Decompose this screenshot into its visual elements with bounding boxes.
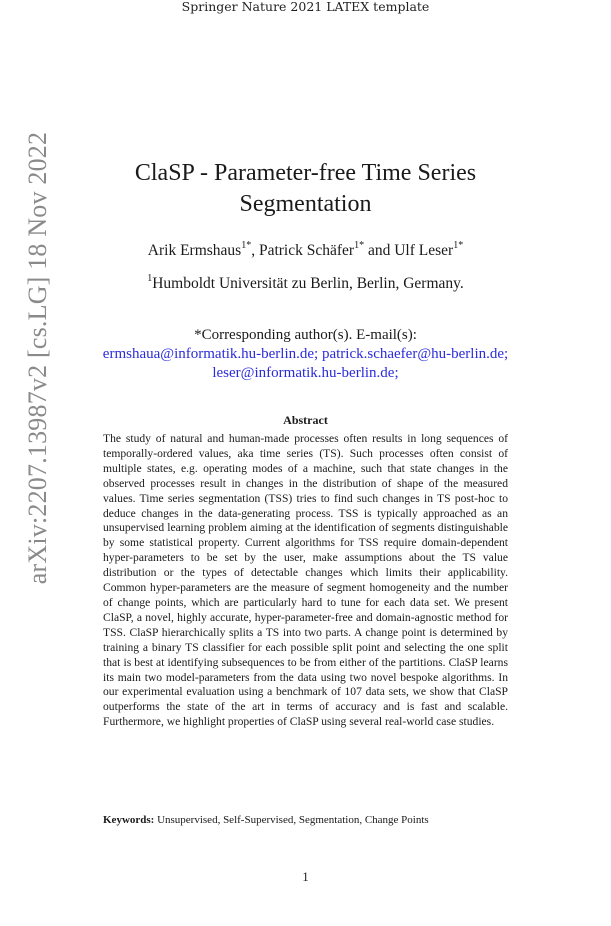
page-number: 1: [302, 870, 309, 884]
title-line-2: Segmentation: [239, 191, 372, 217]
affiliation-text: Humboldt Universität zu Berlin, Berlin, Germany.: [152, 275, 464, 292]
author-separator: and: [364, 242, 395, 259]
author-name: Arik Ermshaus: [147, 242, 242, 259]
keywords: [103, 813, 508, 827]
affiliation-mark: 1: [147, 272, 153, 284]
author-mark: 1*: [241, 239, 252, 251]
author-name: Patrick Schäfer: [258, 242, 355, 259]
correspondence-label: *Corresponding author(s). E-mail(s):: [194, 327, 417, 343]
author-mark: 1*: [453, 239, 464, 251]
author-separator: ,: [251, 242, 259, 259]
author-mark: 1*: [354, 239, 365, 251]
author-list: [0, 241, 611, 261]
arxiv-identifier: arXiv:2207.13987v2 [cs.LG] 18 Nov 2022: [23, 131, 52, 585]
email-link-schaefer[interactable]: patrick.schaefer@hu-berlin.de;: [321, 346, 509, 362]
correspondence-block: [80, 326, 531, 383]
keywords-text: Unsupervised, Self-Supervised, Segmentation, Change Points: [154, 814, 429, 826]
title-line-1: ClaSP - Parameter-free Time Series: [134, 160, 477, 186]
email-link-ermshaus[interactable]: ermshaua@informatik.hu-berlin.de;: [102, 346, 319, 362]
abstract-heading: Abstract: [283, 413, 328, 427]
abstract-text: The study of natural and human-made processes often results in long sequences of temporally-ordered values, aka time series (TS). Such processes often consist of multiple states, e.g. operating modes of a machine, such that state changes in the observed processes result in changes in the distribution of shape of the measured values. Time series segmentation (TSS) tries to find such changes in TS post-hoc to deduce changes in the data-generating process. TSS is typically approached as an unsupervised learning problem aiming at the identification of segments distinguishable by some statistical property. Current algorithms for TSS require domain-dependent hyper-parameters to be set by the user, make assumptions about the TS value distribution or the types of detectable changes which limits their applicability. Common hyper-parameters are the measure of segment homogeneity and the number of change points, which are particularly hard to tune for each data set. We present ClaSP, a novel, highly accurate, hyper-parameter-free and domain-agnostic method for TSS. ClaSP hierarchically splits a TS into two parts. A change point is determined by training a binary TS classifier for each possible split point and selecting the one split that is best at identifying subsequences to be from either of the partitions. ClaSP learns its main two model-parameters from the data using two novel bespoke algorithms. In our experimental evaluation using a benchmark of 107 data sets, we show that ClaSP outperforms the state of the art in terms of accuracy and is fast and scalable. Furthermore, we highlight properties of ClaSP using several real-world case studies.: [103, 432, 508, 729]
email-link-leser[interactable]: leser@informatik.hu-berlin.de;: [212, 365, 399, 381]
affiliation: [0, 274, 611, 294]
keywords-label: Keywords:: [103, 814, 155, 826]
author-name: Ulf Leser: [394, 242, 454, 259]
running-head: Springer Nature 2021 LATEX template: [181, 0, 430, 14]
paper-title: [0, 158, 611, 220]
